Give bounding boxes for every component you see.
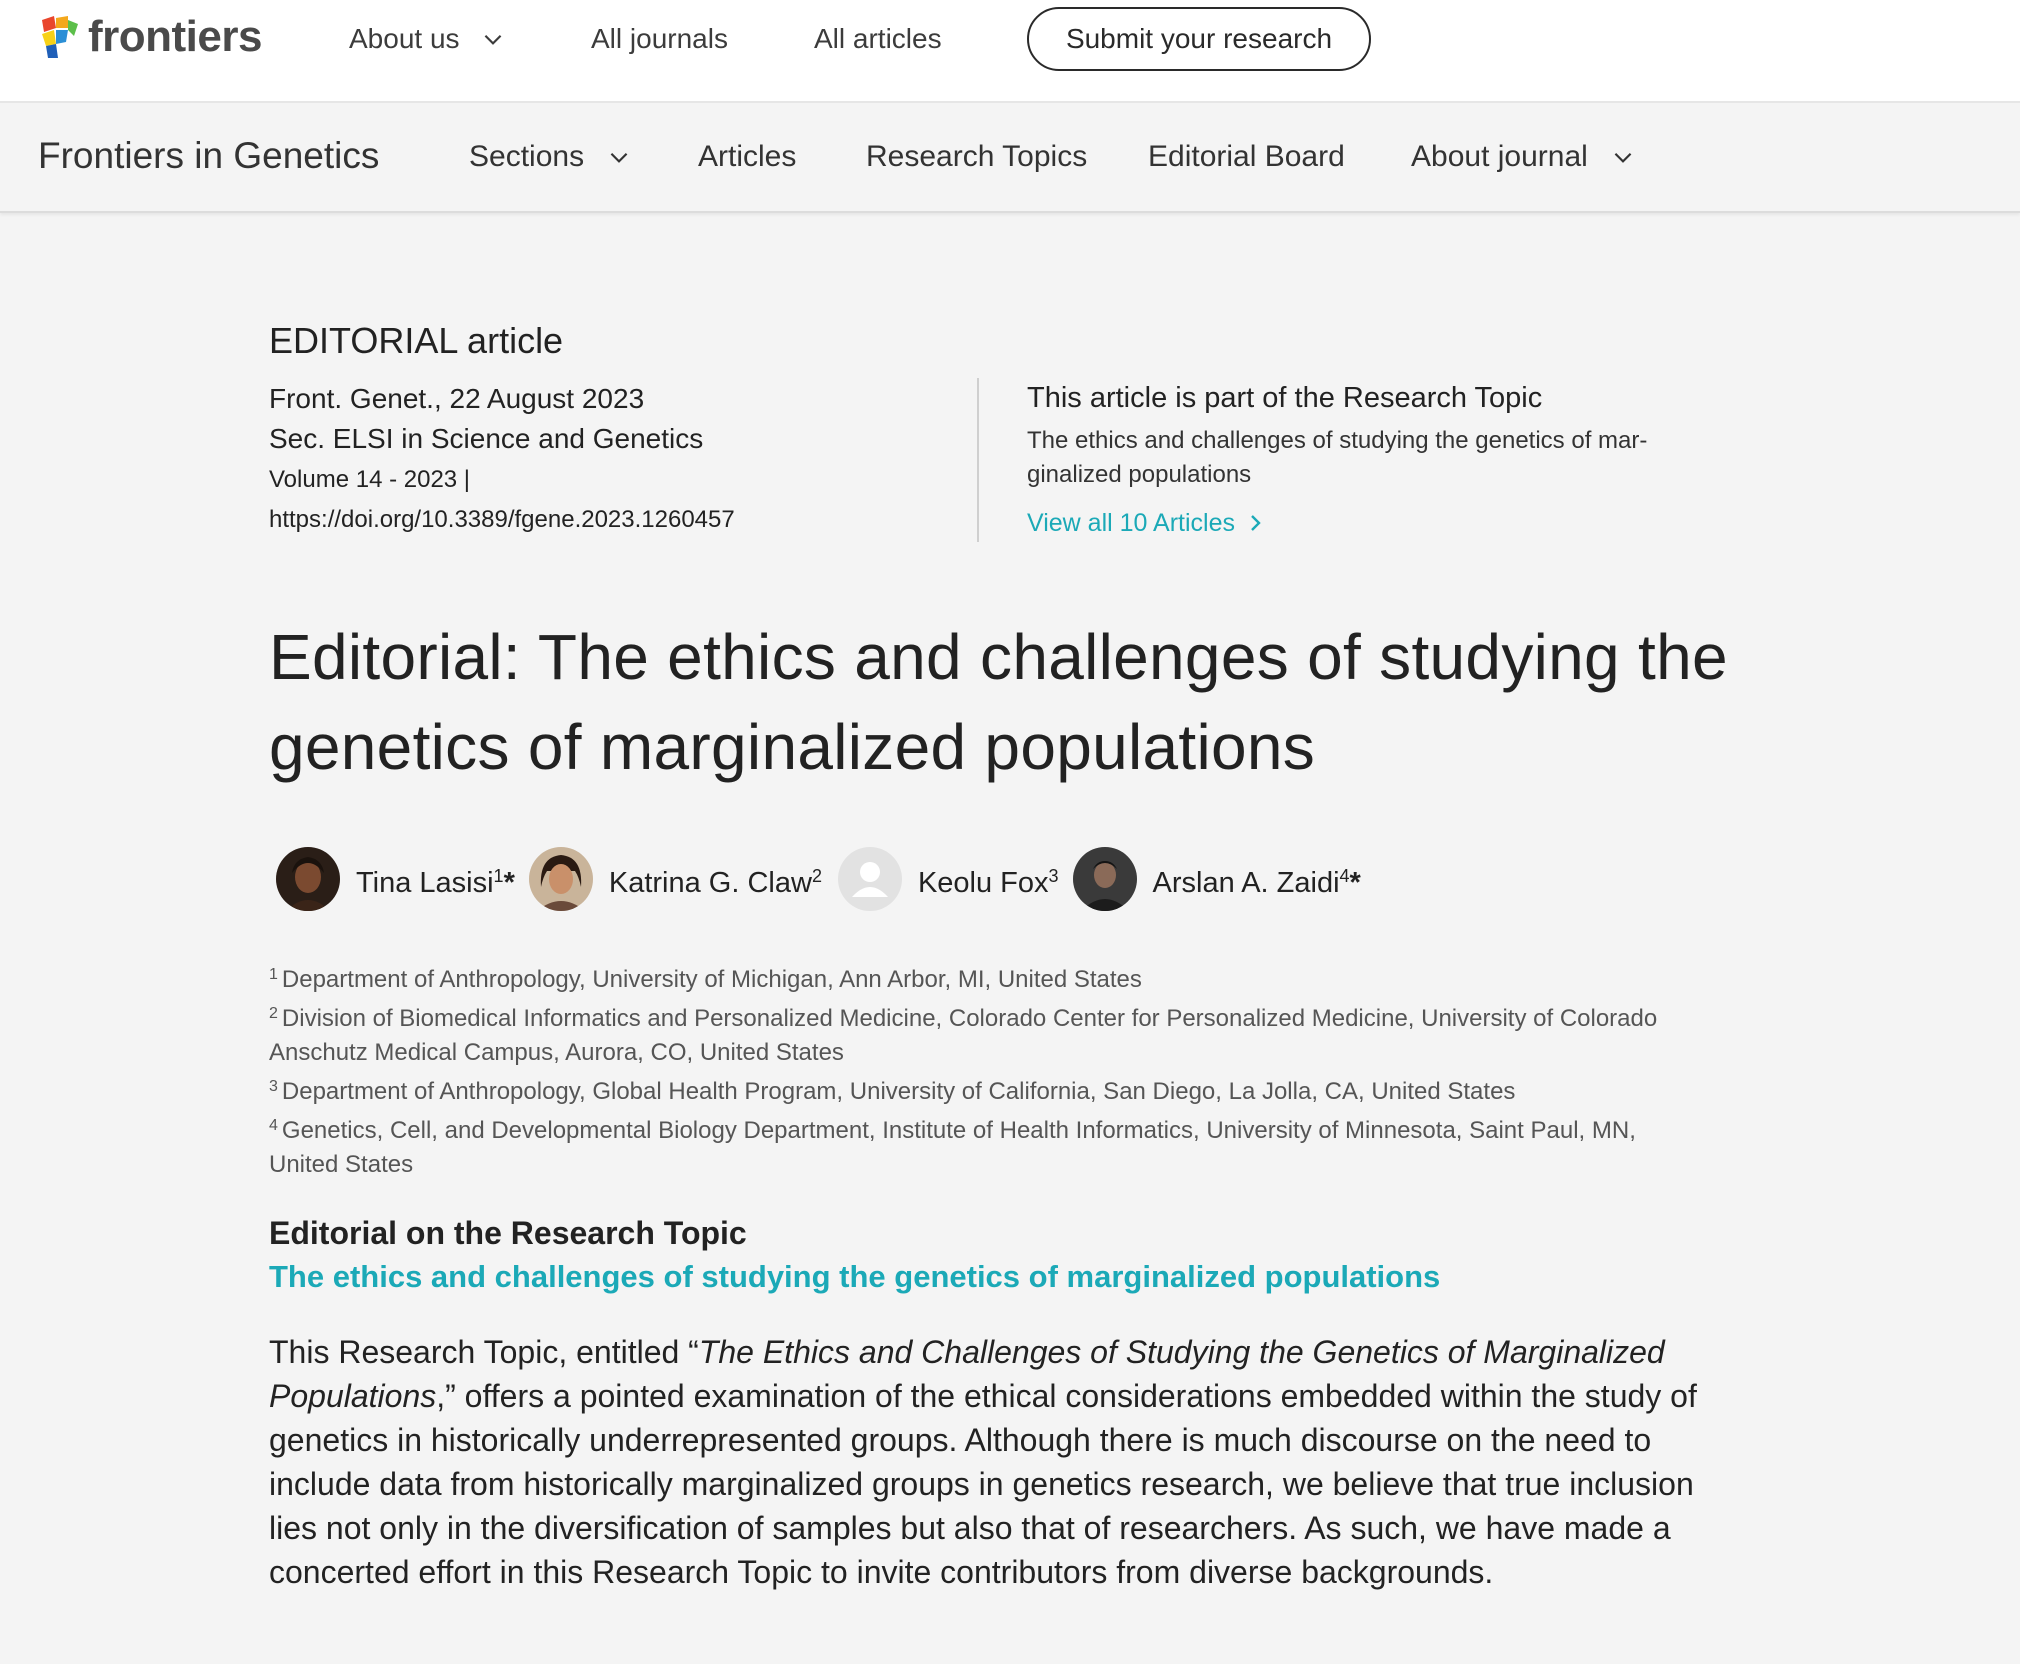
chevron-down-icon (606, 144, 632, 170)
author-item[interactable] (1073, 847, 1361, 911)
nav-all-articles[interactable] (814, 18, 942, 60)
journal-nav-articles[interactable] (698, 135, 796, 179)
article-body-paragraph: This Research Topic, entitled “The Ethics and Challenges of Studying the Genetics of Marginalized Populations,” offers a pointed examination of the ethical considerations embedded within the study of genetics in historically underrepresented groups. Although there is much discourse on the need to include data from historically marginalized groups in genetics research, we believe that true inclusion lies not only in the diversification of samples but also that of researchers. As such, we have made a concerted effort in this Research Topic to invite contributors from diverse backgrounds. (269, 1334, 1697, 1590)
author-name: Arslan A. Zaidi$^4$* (1152, 865, 1361, 899)
journal-nav-sections[interactable] (469, 135, 632, 179)
journal-nav-editorial-board[interactable] (1148, 135, 1345, 179)
article-volume: Volume 14 - 2023 | (269, 466, 471, 493)
affiliation-item: $^4$ Genetics, Cell, and Developmental Biology Department, Institute of Health Informatics, University of Minnesota, Saint Paul, MN, United States (269, 1117, 1636, 1178)
author-item[interactable] (836, 847, 1059, 911)
frontiers-logo[interactable] (38, 12, 262, 62)
affiliation-item: $^3$ Department of Anthropology, Global Health Program, University of California, San Diego, La Jolla, CA, United States (269, 1078, 1516, 1105)
article-section: Sec. ELSI in Science and Genetics (269, 423, 704, 454)
view-all-articles-label: View all 10 Articles (1027, 509, 1235, 537)
nav-all-articles-label: All articles (814, 23, 942, 54)
article-doi[interactable]: https://doi.org/10.3389/fgene.2023.1260457 (269, 506, 735, 533)
meta-divider (977, 378, 979, 542)
author-name: Keolu Fox$^3$ (917, 865, 1059, 899)
nav-all-journals-label: All journals (591, 23, 728, 54)
site-header (0, 0, 2020, 103)
avatar (529, 847, 593, 911)
avatar (276, 847, 340, 911)
journal-title[interactable]: Frontiers in Genetics (38, 135, 380, 176)
author-name: Tina Lasisi$^1$* (356, 865, 515, 899)
author-item[interactable] (529, 847, 822, 911)
journal-nav-sections-label: Sections (469, 140, 585, 173)
journal-nav-about-journal-label: About journal (1411, 140, 1588, 173)
author-name: Katrina G. Claw$^2$ (608, 865, 822, 899)
view-all-articles-link[interactable] (1027, 505, 1265, 541)
journal-nav-research-topics-label: Research Topics (866, 140, 1088, 173)
research-topic-heading: This article is part of the Research Topic (1027, 382, 1543, 414)
affiliation-item: $^2$ Division of Biomedical Informatics and Personalized Medicine, Colorado Center for Personalized Medicine, University of Colorado Anschutz Medical Campus, Aurora, CO, United States (269, 1005, 1658, 1066)
journal-nav-bar (0, 103, 2020, 213)
journal-nav-articles-label: Articles (698, 140, 797, 173)
research-topic-title: The ethics and challenges of studying the genetics of mar-ginalized populations (1027, 427, 1648, 488)
submit-research-button[interactable]: Submit your research (1027, 7, 1371, 71)
article-citation: Front. Genet., 22 August 2023 (269, 383, 645, 414)
affiliations (269, 958, 1699, 1182)
logo-text: frontiers (88, 12, 262, 61)
chevron-down-icon (1610, 144, 1636, 170)
nav-about-us[interactable] (349, 18, 506, 60)
author-list (276, 846, 1375, 912)
frontiers-logo-icon (38, 14, 80, 60)
affiliation-item: $^1$ Department of Anthropology, University of Michigan, Ann Arbor, MI, United States (269, 966, 1142, 993)
nav-all-journals[interactable] (591, 18, 728, 60)
author-item[interactable] (276, 847, 515, 911)
journal-nav-research-topics[interactable] (866, 135, 1087, 179)
article-title: Editorial: The ethics and challenges of studying the genetics of marginalized populations (269, 621, 1728, 783)
article-type: EDITORIAL article (269, 320, 564, 361)
user-placeholder-icon (838, 847, 902, 911)
nav-about-us-label: About us (349, 23, 460, 54)
avatar (1073, 847, 1137, 911)
avatar (838, 847, 902, 911)
journal-nav-editorial-board-label: Editorial Board (1148, 140, 1345, 173)
chevron-right-icon (1247, 512, 1265, 534)
editorial-on-label: Editorial on the Research Topic (269, 1215, 747, 1251)
editorial-topic-link[interactable]: The ethics and challenges of studying the genetics of marginalized populations (269, 1259, 1441, 1294)
journal-nav-about-journal[interactable] (1411, 135, 1636, 179)
chevron-down-icon (480, 26, 506, 52)
